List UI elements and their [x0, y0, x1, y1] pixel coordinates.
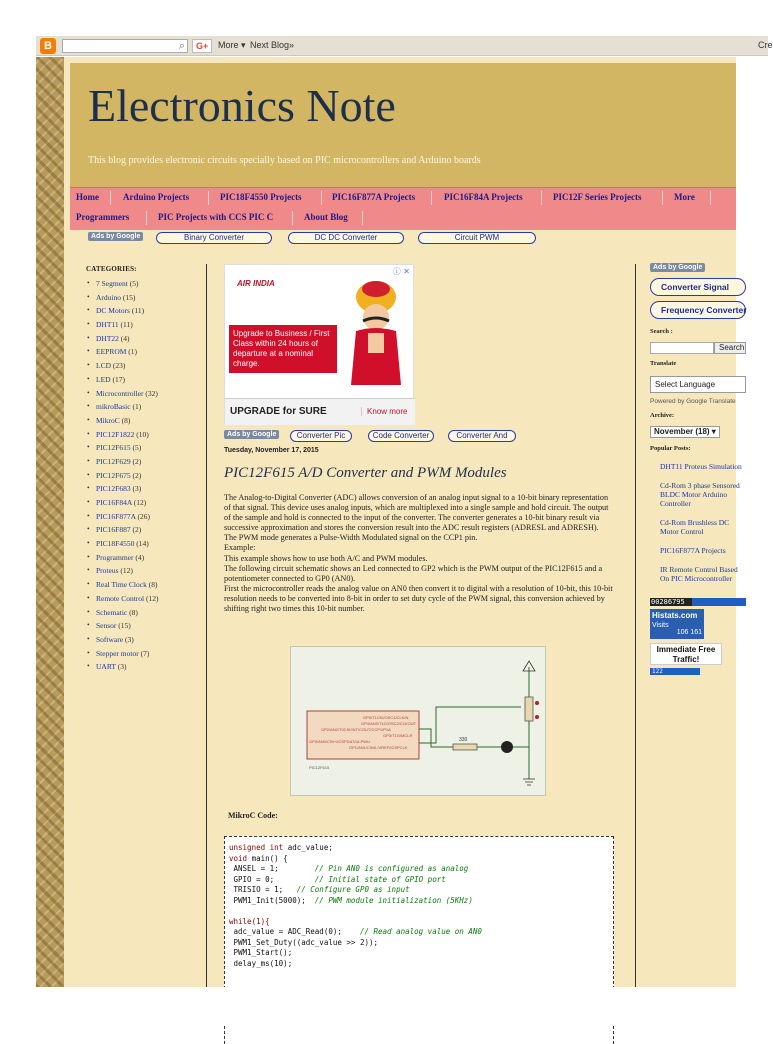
category-item	[86, 389, 202, 403]
chip-label: PIC12F615	[309, 765, 330, 770]
language-select[interactable]: Select Language	[650, 376, 746, 393]
category-link[interactable]: PIC12F1822	[96, 429, 135, 439]
ad-upgrade-text: UPGRADE for SURE	[230, 406, 327, 417]
menu-separator	[292, 211, 293, 225]
popular-post-link[interactable]	[660, 546, 746, 555]
category-count: (5)	[129, 279, 139, 288]
blog-header	[70, 63, 736, 187]
hit-counter-bar	[692, 598, 746, 606]
menu-separator	[321, 191, 322, 205]
popular-posts-list	[660, 462, 746, 593]
svg-text:GP1/AN1/CIN0-/VREF/ICSPCLK: GP1/AN1/CIN0-/VREF/ICSPCLK	[349, 745, 408, 750]
svg-text:GP2/AN2/T0CKI/INT/COUT/CCP1/P1: GP2/AN2/T0CKI/INT/COUT/CCP1/P1A	[321, 727, 391, 732]
code-text: PWM1_Set_Duty((adc_value >> 2));	[229, 937, 379, 947]
menu-item-about[interactable]: About Blog	[304, 212, 348, 222]
category-item	[86, 334, 202, 348]
popular-post-line: IR Remote Control Based	[660, 565, 738, 574]
small-counter[interactable]: 122	[650, 668, 700, 675]
menu-separator	[662, 191, 663, 205]
category-count: (2)	[132, 470, 142, 480]
ads-by-google-label[interactable]: Ads by Google	[88, 232, 143, 241]
category-count: (2)	[132, 456, 142, 466]
category-count: (8)	[148, 580, 158, 590]
ad-link-dc-dc-converter[interactable]: DC DC Converter	[288, 232, 404, 244]
category-item	[86, 580, 202, 594]
column-divider	[206, 264, 207, 987]
ads-by-google-label[interactable]: Ads by Google	[650, 263, 705, 272]
category-item	[86, 608, 202, 622]
menu-item-pic12f[interactable]: PIC12F Series Projects	[553, 192, 642, 202]
category-item	[86, 512, 202, 526]
category-count: (5)	[132, 443, 142, 453]
code-comment: // Read analog value on AN0	[359, 927, 482, 936]
category-item	[86, 566, 202, 580]
ad-link-code-converter[interactable]: Code Converter	[368, 430, 434, 442]
code-keyword: void	[229, 853, 248, 863]
popular-posts-label: Popular Posts:	[650, 445, 691, 452]
category-count: (14)	[136, 539, 149, 549]
code-text: PWM1_Init(5000);	[229, 895, 315, 905]
code-label: MikroC Code:	[228, 811, 278, 820]
hit-counter[interactable]: 00286795	[650, 598, 710, 606]
menu-item-ccs-pic-c[interactable]: PIC Projects with CCS PIC C	[158, 212, 274, 222]
menu-separator	[362, 211, 363, 225]
ad-link-converter-pic[interactable]: Converter Pic	[290, 430, 352, 442]
popular-post-line: Cd-Rom 3 phase Sensored	[660, 481, 740, 490]
site-description: This blog provides electronic circuits specially based on PIC microcontrollers and Arduino boards	[88, 155, 481, 166]
site-title[interactable]: Electronics Note	[88, 80, 396, 131]
post-paragraph: Example:	[224, 543, 256, 553]
category-count: (15)	[118, 621, 131, 631]
menu-separator	[146, 211, 147, 225]
category-item	[86, 498, 202, 512]
menu-item-pic16f84a[interactable]: PIC16F84A Projects	[444, 192, 523, 202]
ad-link-converter-and[interactable]: Converter And	[448, 430, 516, 442]
category-link[interactable]: Software	[96, 634, 124, 644]
popular-post-link[interactable]	[660, 518, 746, 536]
category-count: (1)	[132, 402, 142, 412]
category-count: (4)	[135, 552, 145, 562]
category-item	[86, 594, 202, 608]
category-item	[86, 306, 202, 320]
code-comment: // Initial state of GPIO port	[314, 874, 446, 884]
category-item	[86, 293, 202, 307]
ads-by-google-label[interactable]: Ads by Google	[224, 430, 279, 439]
archive-select[interactable]: November (18) ▾	[650, 426, 720, 438]
category-count: (1)	[128, 347, 138, 357]
histats-visits-label: Visits	[652, 622, 669, 629]
category-link[interactable]: Schematic	[96, 607, 128, 617]
category-link[interactable]: Programmer	[96, 552, 134, 562]
category-count: (8)	[129, 607, 138, 617]
code-text: TRISIO = 1;	[229, 885, 297, 894]
main-menu	[70, 187, 736, 230]
schematic-drawing	[291, 647, 547, 797]
category-link[interactable]: mikroBasic	[96, 402, 131, 412]
category-item	[86, 484, 202, 498]
menu-separator	[208, 191, 209, 205]
category-link[interactable]: Sensor	[96, 621, 117, 631]
resistor-label: 330	[459, 737, 468, 743]
category-link[interactable]: PIC12F675	[96, 470, 131, 480]
code-comment: // Pin AN0 is configured as analog	[314, 864, 469, 873]
category-item	[86, 347, 202, 361]
menu-separator	[110, 191, 111, 205]
category-count: (3)	[124, 634, 134, 644]
blogger-navbar	[36, 36, 773, 56]
category-item	[86, 457, 202, 471]
popular-post-line: Cd-Rom Brushless DC	[660, 518, 730, 527]
category-link[interactable]: PIC12F615	[96, 443, 131, 453]
sidebar-search-button[interactable]: Search	[714, 342, 746, 354]
categories-list	[86, 279, 202, 676]
svg-text:GP0/AN0/CIN+/ICSPDAT/ULPWU: GP0/AN0/CIN+/ICSPDAT/ULPWU	[309, 739, 370, 744]
circuit-schematic-image[interactable]	[290, 646, 546, 796]
category-item	[86, 471, 202, 485]
free-traffic-banner[interactable]: Immediate Free Traffic!	[650, 643, 722, 665]
code-text: PWM1_Start();	[229, 948, 293, 957]
popular-post-line: BLDC Motor Arduino	[660, 490, 728, 499]
category-link[interactable]: DHT11	[96, 320, 119, 330]
category-item	[86, 621, 202, 635]
post-date: Tuesday, November 17, 2015	[224, 447, 319, 454]
menu-separator	[541, 191, 542, 205]
category-link[interactable]: Stepper motor	[96, 648, 139, 658]
popular-post-link[interactable]	[660, 481, 746, 508]
code-text: adc_value = ADC_Read(0);	[229, 927, 360, 936]
category-count: (3)	[132, 484, 142, 494]
post-paragraph: The following circuit schematic shows an Led connected to GP2 which is the PWM output of the PIC12F615 and a potentiometer connected to GP0 (AN0).	[224, 563, 603, 583]
menu-item-pic18f4550[interactable]: PIC18F4550 Projects	[220, 192, 302, 202]
category-count: (23)	[112, 361, 126, 371]
menu-separator	[431, 191, 432, 205]
sidebar-search-input[interactable]	[650, 342, 714, 354]
ad-footer	[225, 398, 415, 425]
histats-visits-count: 106 161	[676, 629, 702, 636]
translate-label: Translate	[650, 360, 677, 367]
popular-post-line: Controller	[660, 499, 691, 508]
code-text: ANSEL = 1;	[229, 864, 315, 873]
popular-post-line: PIC16F877A Projects	[660, 546, 726, 555]
category-count: (4)	[120, 333, 130, 343]
category-item	[86, 553, 202, 567]
popular-post-link[interactable]	[660, 462, 746, 471]
search-icon[interactable]: ⌕	[178, 39, 185, 52]
category-link[interactable]: Real Time Clock	[96, 580, 147, 590]
menu-item-programmers[interactable]: Programmers	[76, 212, 130, 222]
category-item	[86, 279, 202, 293]
category-link[interactable]: PIC12F629	[96, 456, 131, 466]
category-item	[86, 375, 202, 389]
category-link[interactable]: DC Motors	[96, 306, 130, 316]
svg-text:GP4/AN3/T1G/OSC2/CLKOUT: GP4/AN3/T1G/OSC2/CLKOUT	[361, 721, 417, 726]
ad-tagline: Upgrade to Business / First Class within 24 hours of departure at a nominal charge.	[229, 325, 337, 373]
menu-separator	[710, 191, 711, 205]
code-text: GPIO = 0;	[229, 874, 315, 884]
histats-widget[interactable]	[650, 609, 704, 639]
post-paragraph: This example shows how to use both A/C and PWM modules.	[224, 553, 428, 563]
search-label: Search :	[650, 328, 673, 335]
popular-post-link[interactable]	[660, 565, 746, 583]
blogger-logo-icon[interactable]: B	[40, 38, 56, 54]
powered-by-google-translate[interactable]: Powered by Google Translate	[650, 398, 736, 405]
column-divider	[635, 264, 636, 987]
category-link[interactable]: PIC16F887	[96, 525, 131, 535]
menu-item-arduino[interactable]: Arduino Projects	[123, 192, 190, 202]
post-paragraph: The PWM mode generates a Pulse-Width Modulated signal on the CCP1 pin.	[224, 533, 478, 543]
category-link[interactable]: DHT22	[96, 333, 119, 343]
category-link[interactable]: 7 Segment	[96, 279, 128, 288]
ad-close-icon[interactable]: ⓘ ✕	[392, 267, 410, 276]
post-title[interactable]: PIC12F615 A/D Converter and PWM Modules	[224, 465, 507, 481]
code-comment: // Configure GP0 as input	[296, 885, 410, 894]
category-item	[86, 361, 202, 375]
post-paragraph: The Analog-to-Digital Converter (ADC) allows conversion of an analog input signal to a 10-bit binary representation of that signal. This device uses analog inputs, which are multiplexed into a single sample and hold circuit. The output of the sample and hold is connected to the input of the converter. The converter generates a 10-bit binary result via successive approximation and stores the conversion result into the ADC result registers (ADRESL and ADRESH).	[224, 493, 609, 533]
category-link[interactable]: Remote Control	[96, 593, 145, 603]
page-bottom	[0, 987, 768, 1024]
category-count: (15)	[122, 292, 136, 302]
category-link[interactable]: PIC16F84A	[96, 498, 132, 507]
category-item	[86, 539, 202, 553]
post-body	[224, 493, 616, 614]
category-item	[86, 525, 202, 539]
category-link[interactable]: UART	[96, 662, 116, 672]
code-text: main() {	[247, 853, 288, 863]
menu-item-pic16f877a[interactable]: PIC16F877A Projects	[332, 192, 416, 202]
category-count: (2)	[132, 525, 142, 535]
category-item	[86, 662, 202, 676]
category-item	[86, 416, 202, 430]
category-count: (11)	[131, 306, 145, 316]
category-count: (32)	[145, 388, 158, 398]
code-keyword: unsigned int	[229, 843, 284, 852]
code-text: while(1){	[229, 916, 270, 926]
popular-post-line: DHT11 Proteus Simulation	[660, 462, 742, 471]
maharaja-mascot-icon	[341, 275, 411, 393]
category-count: (12)	[133, 498, 147, 507]
popular-post-line: On PIC Microcontroller	[660, 574, 733, 583]
category-count: (17)	[112, 374, 125, 384]
category-count: (10)	[136, 429, 149, 439]
popular-post-line: Motor Control	[660, 527, 704, 536]
category-item	[86, 443, 202, 457]
svg-text:GP5/T1CKI/OSC1/CLKIN: GP5/T1CKI/OSC1/CLKIN	[363, 715, 409, 720]
menu-item-more[interactable]: More	[674, 192, 695, 202]
category-count: (7)	[140, 648, 150, 658]
air-india-ad[interactable]	[224, 264, 414, 424]
category-link[interactable]: PIC18F4550	[96, 539, 135, 549]
code-text: delay_ms(10);	[229, 958, 293, 968]
category-link[interactable]: LED	[96, 374, 111, 384]
category-link[interactable]: Microcontroller	[96, 388, 144, 398]
ad-button-frequency-converter[interactable]: Frequency Converter	[650, 301, 746, 319]
post-paragraph: First the microcontroller reads the analog value on AN0 then convert it to digital with a resolution of 10-bit, this 10-bit resolution needs to be converted into 8-bit in order to set duty cycle of the PWM signal, this conversion achieved by shifting right two times this 10-bit number.	[224, 583, 613, 614]
svg-text:GP3/T1G/MCLR: GP3/T1G/MCLR	[383, 733, 413, 738]
category-link[interactable]: MikroC	[96, 415, 120, 425]
category-count: (3)	[117, 662, 127, 672]
ad-button-converter-signal[interactable]: Converter Signal	[650, 278, 746, 296]
category-item	[86, 430, 202, 444]
ad-link-circuit-pwm[interactable]: Circuit PWM	[418, 232, 536, 244]
category-link[interactable]: Arduino	[96, 292, 121, 302]
category-count: (26)	[137, 511, 150, 521]
google-plus-button[interactable]: G+	[192, 39, 212, 53]
category-count: (11)	[120, 320, 133, 330]
more-menu[interactable]: More ▾	[218, 40, 246, 50]
category-link[interactable]: PIC16F877A	[96, 511, 136, 521]
category-item	[86, 635, 202, 649]
ad-link-binary-converter[interactable]: Binary Converter	[156, 232, 272, 244]
decorative-border	[36, 57, 64, 987]
archive-label: Archive:	[650, 412, 675, 419]
category-count: (12)	[120, 566, 133, 576]
category-item	[86, 649, 202, 663]
create-blog-link[interactable]: Cre	[758, 40, 773, 50]
category-count: (8)	[121, 415, 131, 425]
ad-brand: AIR INDIA	[237, 279, 275, 288]
category-link[interactable]: EEPROM	[96, 347, 127, 357]
category-item	[86, 402, 202, 416]
category-link[interactable]: Proteus	[96, 566, 119, 576]
code-text: adc_value;	[283, 843, 333, 852]
menu-item-home[interactable]: Home	[76, 192, 99, 202]
code-comment: // PWM module initialization (5KHz)	[314, 895, 473, 905]
ad-know-more-link[interactable]: Know more	[361, 407, 407, 416]
categories-title: CATEGORIES:	[86, 265, 137, 273]
category-link[interactable]: PIC12F683	[96, 484, 131, 494]
histats-title: Histats.com	[652, 611, 698, 620]
next-blog-link[interactable]: Next Blog»	[250, 40, 295, 50]
page	[64, 57, 747, 987]
category-count: (12)	[146, 593, 159, 603]
category-link[interactable]: LCD	[96, 361, 111, 371]
blog-search-input[interactable]	[62, 39, 188, 53]
category-item	[86, 320, 202, 334]
